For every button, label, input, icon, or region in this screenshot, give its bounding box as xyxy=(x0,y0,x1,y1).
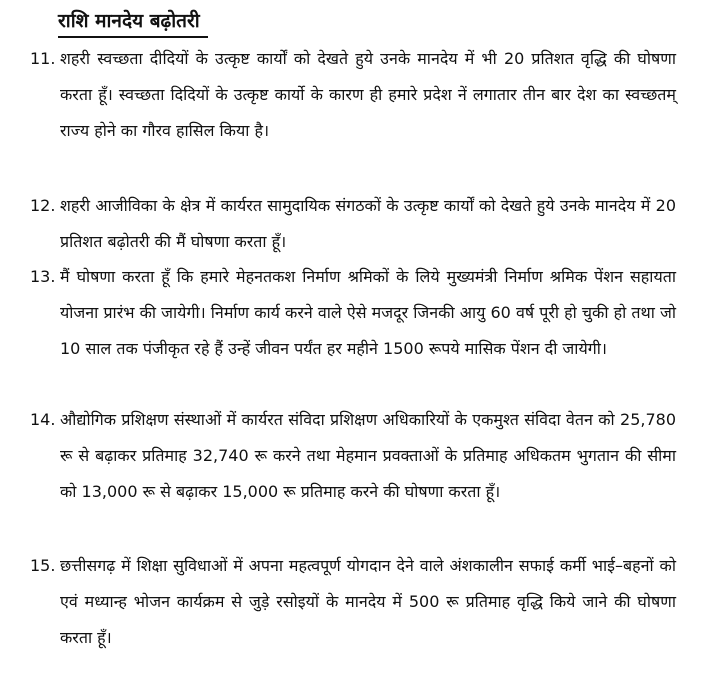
item-text: मैं घोषणा करता हूँ कि हमारे मेहनतकश निर्माण श्रमिकों के लिये मुख्यमंत्री निर्माण श्रमिक पेंशन सहायता योजना प्रारंभ की जायेगी। निर्माण कार्य करने वाले ऐसे मजदूर जिनकी आयु 60 वर्ष पूरी हो चुकी हो तथा जो 10 साल तक पंजीकृत रहे हैं उन्हें जीवन पर्यंत हर महीने 1500 रूपये मासिक पेंशन दी जायेगी। xyxy=(60,267,676,358)
list-item xyxy=(30,188,676,260)
item-number: 13. xyxy=(30,267,56,286)
section-heading: राशि मानदेय बढ़ोतरी xyxy=(58,10,200,32)
item-number: 14. xyxy=(30,410,56,429)
list-item xyxy=(30,41,676,149)
heading-underline xyxy=(58,36,208,38)
item-number: 15. xyxy=(30,556,56,575)
list-item xyxy=(30,548,676,656)
list-item xyxy=(30,402,676,510)
item-number: 12. xyxy=(30,196,56,215)
list-item xyxy=(30,259,676,367)
item-text: शहरी स्वच्छता दीदियों के उत्कृष्ट कार्यों को देखते हुये उनके मानदेय में भी 20 प्रतिशत वृद्धि की घोषणा करता हूँ। स्वच्छता दिदियों के उत्कृष्ट कार्यो के कारण ही हमारे प्रदेश नें लगातार तीन बार देश का स्वच्छतम् राज्य होने का गौरव हासिल किया है। xyxy=(60,49,676,140)
item-text: शहरी आजीविका के क्षेत्र में कार्यरत सामुदायिक संगठकों के उत्कृष्ट कार्यों को देखते हुये उनके मानदेय में 20 प्रतिशत बढ़ोतरी की मैं घोषणा करता हूँ। xyxy=(60,196,676,251)
item-text: छत्तीसगढ़ में शिक्षा सुविधाओं में अपना महत्वपूर्ण योगदान देने वाले अंशकालीन सफाई कर्मी भाई–बहनों को एवं मध्यान्ह भोजन कार्यक्रम से जुड़े रसोइयों के मानदेय में 500 रू प्रतिमाह वृद्धि किये जाने की घोषणा करता हूँ। xyxy=(60,556,676,647)
item-number: 11. xyxy=(30,49,56,68)
item-text: औद्योगिक प्रशिक्षण संस्थाओं में कार्यरत संविदा प्रशिक्षण अधिकारियों के एकमुश्त संविदा वेतन को 25,780 रू से बढ़ाकर प्रतिमाह 32,740 रू करने तथा मेहमान प्रवक्ताओं के प्रतिमाह अधिकतम भुगतान की सीमा को 13,000 रू से बढ़ाकर 15,000 रू प्रतिमाह करने की घोषणा करता हूँ। xyxy=(60,410,676,501)
